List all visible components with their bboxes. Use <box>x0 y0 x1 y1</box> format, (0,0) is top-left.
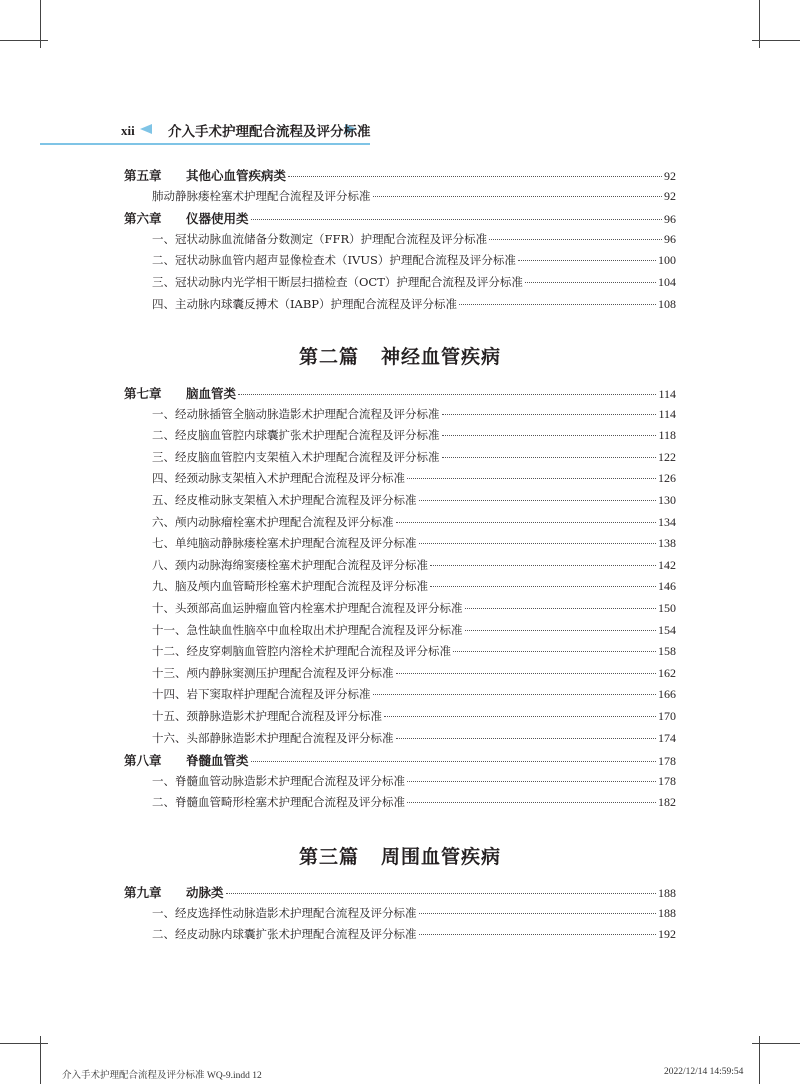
toc-page-number: 142 <box>658 557 676 572</box>
toc-page-number: 162 <box>658 665 676 680</box>
toc-entry-row[interactable] <box>124 773 676 795</box>
toc-entry-row[interactable] <box>124 427 676 449</box>
toc-page-number: 92 <box>664 188 676 203</box>
toc-entry-title: 十、头颈部高血运肿瘤血管内栓塞术护理配合流程及评分标准 <box>152 600 463 615</box>
toc-page-number: 134 <box>658 514 676 529</box>
toc-entry-title <box>124 751 249 769</box>
toc-entry-row[interactable] <box>124 643 676 665</box>
crop-mark <box>752 40 800 41</box>
toc-entry-title: 十三、颅内静脉窦测压护理配合流程及评分标准 <box>152 665 394 680</box>
dot-leader <box>489 239 662 240</box>
toc-section-c <box>124 883 676 948</box>
toc-entry-row[interactable] <box>124 470 676 492</box>
chapter-title: 仪器使用类 <box>186 211 249 227</box>
toc-entry-title: 四、经颈动脉支架植入术护理配合流程及评分标准 <box>152 471 405 486</box>
chapter-title: 脊髓血管类 <box>186 753 249 769</box>
toc-entry-title: 二、脊髓血管畸形栓塞术护理配合流程及评分标准 <box>152 795 405 810</box>
toc-entry-title <box>124 883 224 901</box>
toc-page-number: 146 <box>658 579 676 594</box>
toc-entry-title: 八、颈内动脉海绵窦瘘栓塞术护理配合流程及评分标准 <box>152 557 428 572</box>
toc-entry-title: 二、经皮动脉内球囊扩张术护理配合流程及评分标准 <box>152 927 417 942</box>
toc-entry-row[interactable] <box>124 686 676 708</box>
toc-page-number: 126 <box>658 471 676 486</box>
dot-leader <box>373 196 663 197</box>
chapter-title: 脑血管类 <box>186 386 237 401</box>
chapter-number: 第六章 <box>124 211 162 227</box>
dot-leader <box>396 738 657 739</box>
header-book-title: 介入手术护理配合流程及评分标准 <box>168 124 371 140</box>
dot-leader <box>459 304 656 305</box>
toc-entry-title: 九、脑及颅内血管畸形栓塞术护理配合流程及评分标准 <box>152 579 428 594</box>
part-3-number: 第三篇 <box>298 846 359 868</box>
dot-leader <box>430 586 656 587</box>
toc-chapter-row[interactable] <box>124 166 676 188</box>
toc-section-b <box>124 384 676 816</box>
dot-leader <box>419 500 657 501</box>
toc-page-number: 188 <box>658 886 676 900</box>
dot-leader <box>396 522 657 523</box>
toc-page-number: 92 <box>664 169 676 183</box>
toc-page-number: 150 <box>658 600 676 615</box>
toc-entry-row[interactable] <box>124 905 676 927</box>
toc-entry-row[interactable] <box>124 926 676 948</box>
dot-leader <box>251 219 662 220</box>
part-3-heading <box>0 842 800 869</box>
toc-page-number: 178 <box>658 773 676 788</box>
toc-section-a <box>124 166 676 317</box>
dot-leader <box>419 913 657 914</box>
part-2-number: 第二篇 <box>298 346 359 368</box>
toc-entry-row[interactable] <box>124 535 676 557</box>
toc-entry-title: 一、脊髓血管动脉造影术护理配合流程及评分标准 <box>152 773 405 788</box>
toc-entry-title: 十四、岩下窦取样护理配合流程及评分标准 <box>152 687 371 702</box>
chapter-number: 第九章 <box>124 885 162 900</box>
dot-leader <box>226 893 656 894</box>
toc-entry-row[interactable] <box>124 730 676 752</box>
toc-entry-row[interactable] <box>124 514 676 536</box>
dot-leader <box>442 414 657 415</box>
toc-entry-row[interactable] <box>124 708 676 730</box>
chapter-title: 动脉类 <box>186 885 224 900</box>
toc-page-number: 122 <box>658 449 676 464</box>
dot-leader <box>465 608 657 609</box>
toc-entry-row[interactable] <box>124 665 676 687</box>
crop-mark <box>0 1043 48 1044</box>
toc-page-number: 170 <box>658 708 676 723</box>
toc-page-number: 108 <box>658 296 676 311</box>
toc-entry-title: 三、经皮脑血管腔内支架植入术护理配合流程及评分标准 <box>152 449 440 464</box>
toc-page-number: 96 <box>664 212 676 227</box>
toc-entry-title: 肺动静脉瘘栓塞术护理配合流程及评分标准 <box>152 188 371 203</box>
toc-entry-row[interactable] <box>124 449 676 471</box>
toc-page-number: 188 <box>658 905 676 920</box>
dot-leader <box>407 781 656 782</box>
toc-page-number: 166 <box>658 687 676 702</box>
toc-entry-title: 一、经动脉插管全脑动脉造影术护理配合流程及评分标准 <box>152 406 440 421</box>
toc-entry-row[interactable] <box>124 274 676 296</box>
dot-leader <box>525 282 656 283</box>
dot-leader <box>407 802 656 803</box>
toc-entry-title <box>124 209 249 227</box>
header-arrow-icon <box>140 124 152 134</box>
toc-chapter-row[interactable] <box>124 883 676 905</box>
toc-entry-title: 十五、颈静脉造影术护理配合流程及评分标准 <box>152 708 382 723</box>
footer-timestamp: 2022/12/14 14:59:54 <box>664 1067 744 1077</box>
toc-entry-title: 十六、头部静脉造影术护理配合流程及评分标准 <box>152 730 394 745</box>
part-3-title: 周围血管疾病 <box>381 846 502 868</box>
header-page-number: xii <box>121 123 135 138</box>
dot-leader <box>419 543 657 544</box>
dot-leader <box>518 260 656 261</box>
crop-mark <box>752 1043 800 1044</box>
toc-page-number: 114 <box>658 387 676 401</box>
dot-leader <box>384 716 656 717</box>
dot-leader <box>396 673 657 674</box>
toc-page-number: 104 <box>658 274 676 289</box>
toc-page-number: 96 <box>664 231 676 246</box>
toc-entry-row[interactable] <box>124 794 676 816</box>
toc-page-number: 100 <box>658 253 676 268</box>
dot-leader <box>238 394 656 395</box>
toc-page-number: 192 <box>658 927 676 942</box>
toc-page-number: 178 <box>658 754 676 769</box>
toc-entry-row[interactable] <box>124 600 676 622</box>
part-2-title: 神经血管疾病 <box>381 346 502 368</box>
chapter-number: 第八章 <box>124 753 162 769</box>
dot-leader <box>373 694 657 695</box>
toc-entry-row[interactable] <box>124 188 676 210</box>
dot-leader <box>465 630 657 631</box>
toc-entry-title: 一、冠状动脉血流储备分数测定（FFR）护理配合流程及评分标准 <box>152 231 488 246</box>
dot-leader <box>288 176 662 177</box>
toc-entry-title <box>124 166 286 184</box>
toc-entry-title: 十二、经皮穿刺脑血管腔内溶栓术护理配合流程及评分标准 <box>152 644 451 659</box>
toc-entry-title: 十一、急性缺血性脑卒中血栓取出术护理配合流程及评分标准 <box>152 622 463 637</box>
dot-leader <box>442 435 657 436</box>
toc-entry-row[interactable] <box>124 578 676 600</box>
toc-entry-row[interactable] <box>124 622 676 644</box>
toc-chapter-row[interactable] <box>124 209 676 231</box>
toc-chapter-row[interactable] <box>124 751 676 773</box>
toc-page-number: 114 <box>658 406 676 421</box>
toc-entry-title: 一、经皮选择性动脉造影术护理配合流程及评分标准 <box>152 905 417 920</box>
toc-page-number: 174 <box>658 730 676 745</box>
dot-leader <box>407 478 656 479</box>
header-rule <box>40 143 370 145</box>
dot-leader <box>430 565 656 566</box>
chapter-title: 其他心血管疾病类 <box>186 168 287 183</box>
toc-page-number: 118 <box>658 428 676 443</box>
toc-page-number: 130 <box>658 492 676 507</box>
toc-entry-row[interactable] <box>124 492 676 514</box>
toc-page-number: 158 <box>658 644 676 659</box>
crop-mark <box>0 40 48 41</box>
dot-leader <box>453 651 656 652</box>
toc-entry-row[interactable] <box>124 231 676 253</box>
footer-file-info: 介入手术护理配合流程及评分标准 WQ-9.indd 12 <box>62 1071 262 1081</box>
toc-entry-title: 二、经皮脑血管腔内球囊扩张术护理配合流程及评分标准 <box>152 428 440 443</box>
chapter-number: 第五章 <box>124 168 162 183</box>
part-2-heading <box>0 342 800 369</box>
toc-entry-title: 二、冠状动脉血管内超声显像检查术（IVUS）护理配合流程及评分标准 <box>152 253 516 268</box>
toc-entry-row[interactable] <box>124 296 676 318</box>
toc-entry-title: 四、主动脉内球囊反搏术（IABP）护理配合流程及评分标准 <box>152 296 458 311</box>
toc-entry-title: 六、颅内动脉瘤栓塞术护理配合流程及评分标准 <box>152 514 394 529</box>
toc-entry-row[interactable] <box>124 252 676 274</box>
toc-page-number: 138 <box>658 536 676 551</box>
dot-leader <box>442 457 657 458</box>
dot-leader <box>251 761 656 762</box>
dot-leader <box>419 934 657 935</box>
toc-page-number: 182 <box>658 795 676 810</box>
chapter-number: 第七章 <box>124 386 162 401</box>
toc-entry-row[interactable] <box>124 406 676 428</box>
toc-entry-title: 七、单纯脑动静脉瘘栓塞术护理配合流程及评分标准 <box>152 536 417 551</box>
toc-page-number: 154 <box>658 622 676 637</box>
toc-entry-title: 三、冠状动脉内光学相干断层扫描检查（OCT）护理配合流程及评分标准 <box>152 274 523 289</box>
toc-chapter-row[interactable] <box>124 384 676 406</box>
toc-entry-title: 五、经皮椎动脉支架植入术护理配合流程及评分标准 <box>152 492 417 507</box>
toc-entry-title <box>124 384 236 402</box>
toc-entry-row[interactable] <box>124 557 676 579</box>
